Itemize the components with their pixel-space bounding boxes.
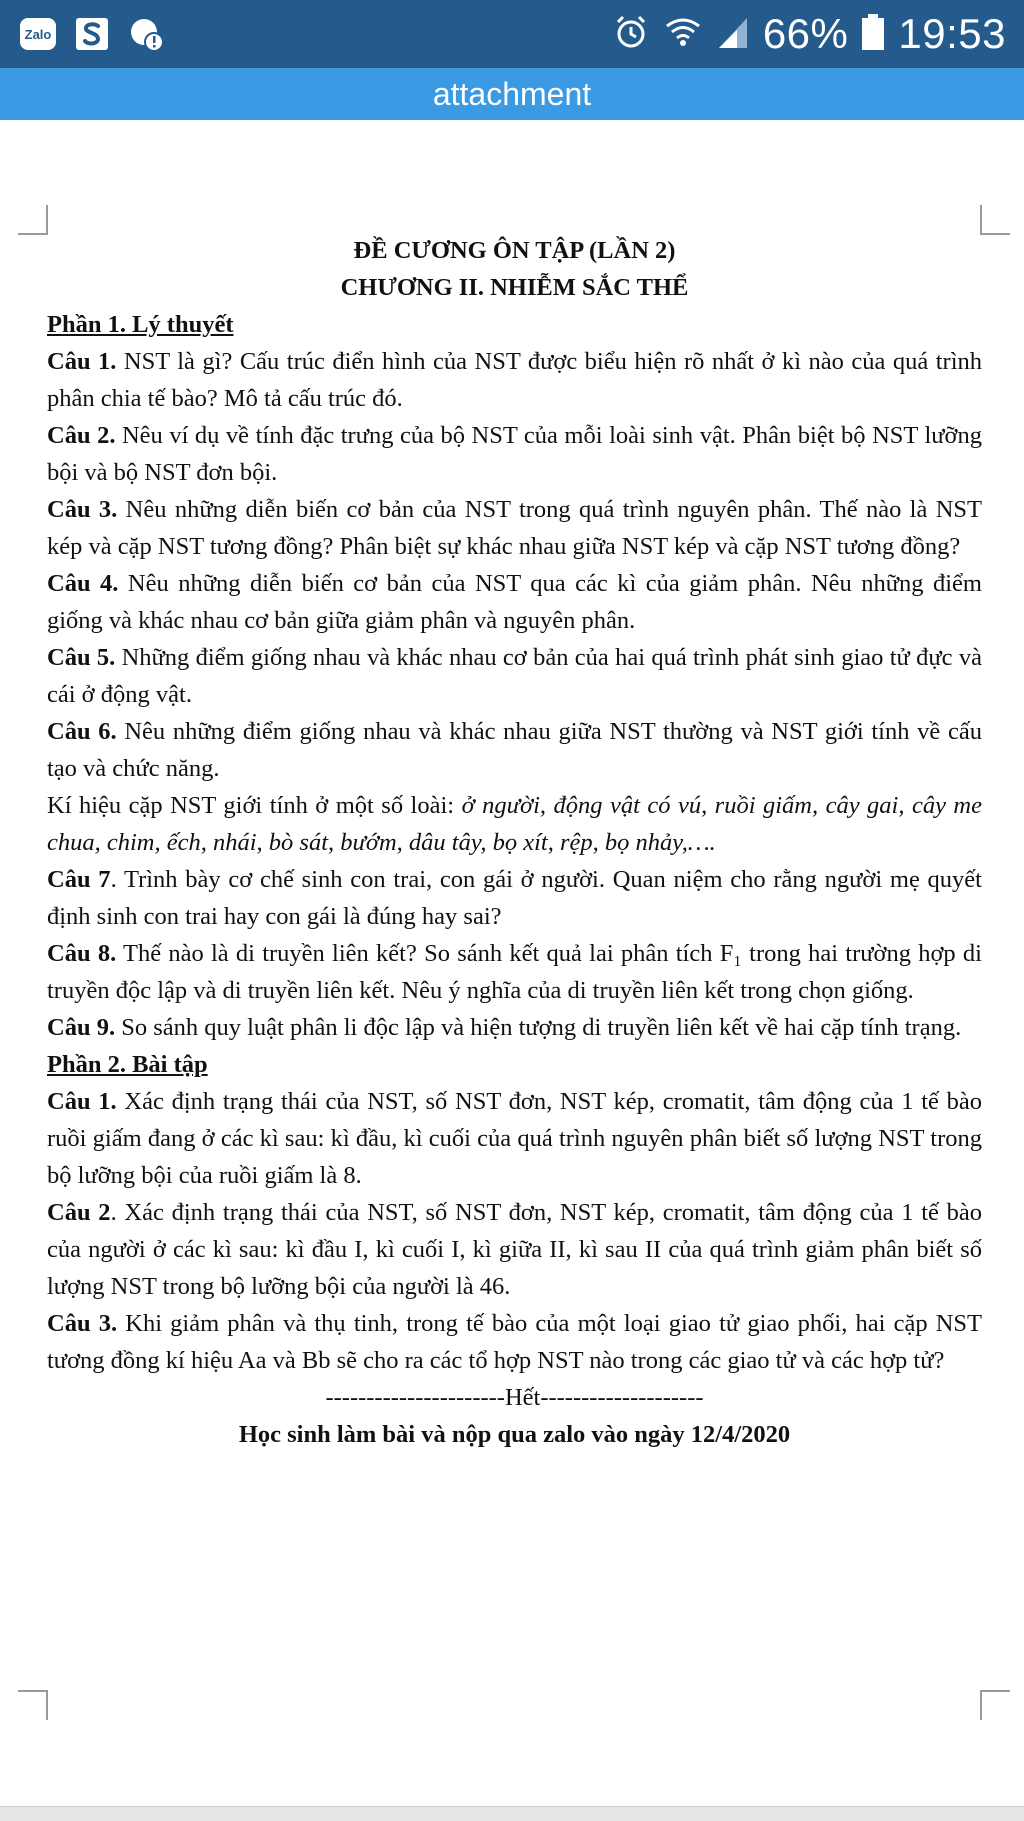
crop-mark-bottom-right: [980, 1690, 1010, 1720]
question-text: Nêu ví dụ về tính đặc trưng của bộ NST của mỗi loài sinh vật. Phân biệt bộ NST lưỡng bội và bộ NST đơn bội.: [47, 422, 982, 486]
question-text: Những điểm giống nhau và khác nhau cơ bản của hai quá trình phát sinh giao tử đực và cái ở động vật.: [47, 644, 982, 708]
document-title-2: CHƯƠNG II. NHIỄM SẮC THỂ: [340, 274, 689, 301]
page-title: attachment: [432, 76, 592, 112]
question-label: Câu 5.: [47, 644, 116, 671]
exercise-text: . Xác định trạng thái của NST, số NST đơn, NST kép, cromatit, tâm động của 1 tế bào của người ở các kì sau: kì đầu I, kì cuối I, kì giữa II, kì sau II của quá trình giảm phân biết số lượng NST trong bộ lưỡng bội của người là 46.: [47, 1199, 982, 1300]
question-item: [47, 417, 982, 491]
question-label: Câu 8.: [47, 940, 117, 967]
exercise-item: [47, 1305, 982, 1379]
question-text: So sánh quy luật phân li độc lập và hiện tượng di truyền liên kết về hai cặp tính trạng.: [115, 1014, 962, 1041]
end-marker: ----------------------Hết--------------------: [325, 1384, 704, 1411]
question-item: [47, 565, 982, 639]
question-item: [47, 1009, 982, 1046]
question-text: NST là gì? Cấu trúc điển hình của NST được biểu hiện rõ nhất ở kì nào của quá trình phân chia tế bào? Mô tả cấu trúc đó.: [47, 348, 982, 412]
exercise-item: [47, 1083, 982, 1194]
crop-mark-bottom-left: [18, 1690, 48, 1720]
signal-icon: [715, 12, 751, 57]
zalo-icon-label: Zalo: [24, 27, 52, 42]
note-prefix: Kí hiệu cặp NST giới tính ở một số loài:: [47, 792, 462, 819]
exercise-label: Câu 3.: [47, 1310, 118, 1337]
question-label: Câu 3.: [47, 496, 118, 523]
notification-icon: [126, 14, 166, 54]
crop-mark-top-right: [980, 205, 1010, 235]
note-species-list: ở người, động vật có vú, ruồi giấm, cây gai, cây me chua, chim, ếch, nhái, bò sát, bướm, dâu tây, bọ xít, rệp, bọ nhảy,….: [47, 792, 983, 856]
question-label: Câu 9.: [47, 1014, 116, 1041]
document-title-1: ĐỀ CƯƠNG ÔN TẬP (LẦN 2): [353, 237, 676, 264]
section-title-exercises: Phần 2. Bài tập: [47, 1051, 208, 1078]
exercise-item: [47, 1194, 982, 1305]
question-label: Câu 1.: [47, 348, 117, 375]
system-status: [611, 6, 1006, 62]
exercise-label: Câu 1.: [47, 1088, 117, 1115]
app-title-bar: [0, 68, 1024, 120]
question-text: Nêu những diễn biến cơ bản của NST qua các kì của giảm phân. Nêu những điểm giống và khác nhau cơ bản giữa giảm phân và nguyên phân.: [47, 570, 982, 634]
question-text: Thế nào là di truyền liên kết? So sánh kết quả lai phân tích F₁ trong hai trường hợp di truyền độc lập và di truyền liên kết. Nêu ý nghĩa của di truyền liên kết trong chọn giống.: [47, 940, 982, 1004]
submission-note: Học sinh làm bài và nộp qua zalo vào ngày 12/4/2020: [238, 1421, 791, 1448]
clock: 19:53: [898, 10, 1006, 57]
question-text: Nêu những diễn biến cơ bản của NST trong quá trình nguyên phân. Thế nào là NST kép và cặp NST tương đồng? Phân biệt sự khác nhau giữa NST kép và cặp NST tương đồng?: [47, 496, 982, 560]
battery-percent: 66%: [762, 10, 849, 57]
section-title-theory: Phần 1. Lý thuyết: [47, 311, 234, 338]
wifi-icon: [663, 12, 703, 57]
exercise-text: Khi giảm phân và thụ tinh, trong tế bào của một loại giao tử giao phối, hai cặp NST tương đồng kí hiệu Aa và Bb sẽ cho ra các tổ hợp NST nào trong các giao tử và các hợp tử?: [47, 1310, 983, 1374]
question-item: [47, 861, 982, 935]
exercise-label: Câu 2: [47, 1199, 111, 1226]
zalo-icon: [18, 14, 58, 54]
crop-mark-top-left: [18, 205, 48, 235]
question-item: [47, 343, 982, 417]
question-label: Câu 7: [47, 866, 111, 893]
alarm-icon: [611, 12, 651, 57]
question-text: . Trình bày cơ chế sinh con trai, con gái ở người. Quan niệm cho rằng người mẹ quyết định sinh con trai hay con gái là đúng hay sai?: [47, 866, 982, 930]
bottom-scroll-edge: [0, 1806, 1024, 1821]
question-label: Câu 2.: [47, 422, 116, 449]
question-label: Câu 6.: [47, 718, 117, 745]
notification-icons: [18, 14, 166, 54]
question-item: [47, 491, 982, 565]
question-item: [47, 713, 982, 787]
question-label: Câu 4.: [47, 570, 119, 597]
document-page: [47, 232, 982, 1453]
question-item: [47, 639, 982, 713]
messenger-icon: [72, 14, 112, 54]
sex-chromosome-note: [47, 787, 982, 861]
status-bar: [0, 0, 1024, 68]
question-item: [47, 935, 982, 1009]
question-text: Nêu những điểm giống nhau và khác nhau giữa NST thường và NST giới tính về cấu tạo và chức năng.: [47, 718, 982, 782]
battery-icon: [860, 12, 886, 57]
exercise-text: Xác định trạng thái của NST, số NST đơn, NST kép, cromatit, tâm động của 1 tế bào ruồi giấm đang ở các kì sau: kì đầu, kì cuối của quá trình nguyên phân biết số lượng NST trong bộ lưỡng bội của ruồi giấm là 8.: [47, 1088, 982, 1189]
